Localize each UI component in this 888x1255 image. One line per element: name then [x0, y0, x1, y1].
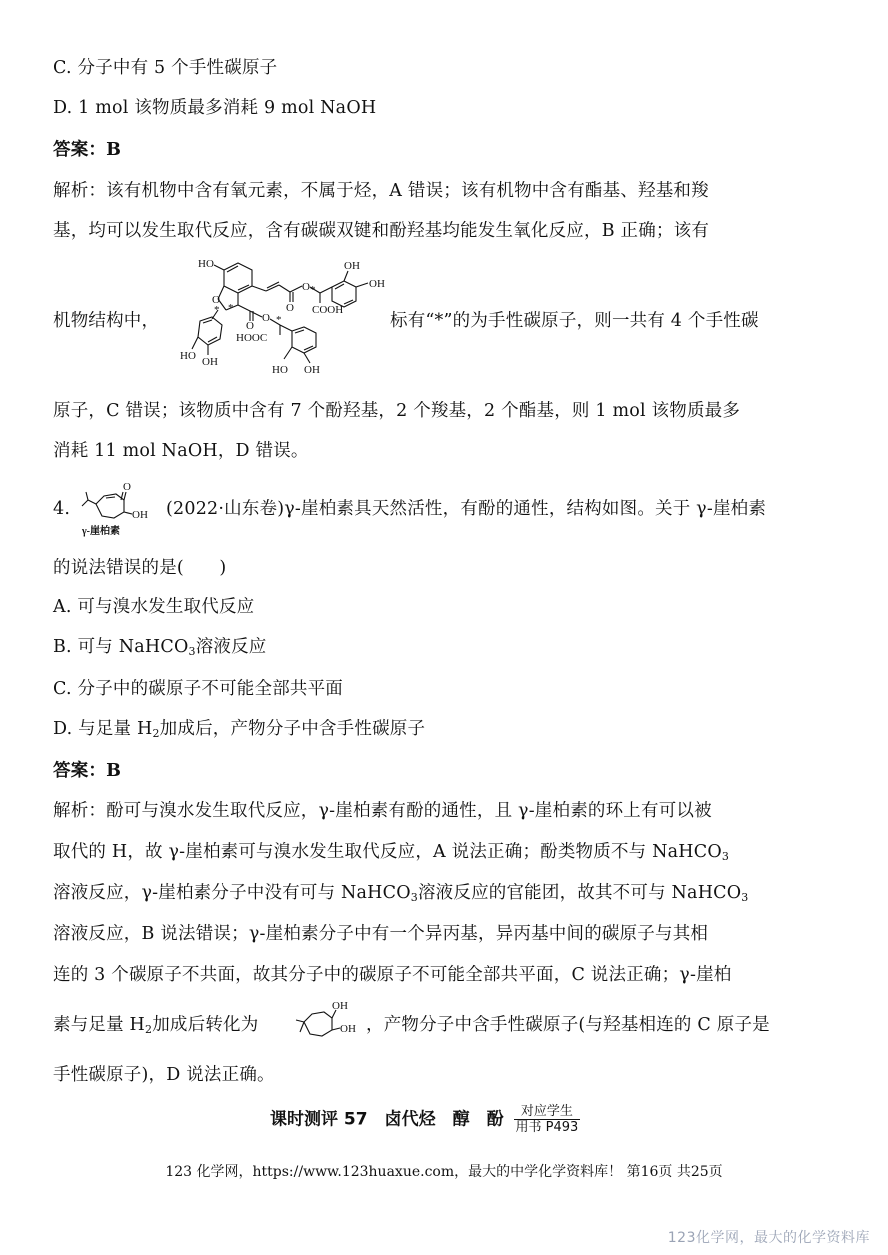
structure-label-oh-right: OH [304, 364, 320, 376]
q4-stem-line-2: 的说法错误的是( ) [53, 558, 227, 578]
watermark: 123化学网，最大的化学资料库 [667, 1230, 870, 1246]
q4-product-structure [290, 1000, 366, 1050]
q4-analysis-line-5: 连的 3 个碳原子不共面，故其分子中的碳原子不可能全部共平面，C 说法正确；γ-崖柏 [53, 965, 732, 985]
q4-mol-o: O [123, 481, 131, 493]
q3-option-c: C. 分子中有 5 个手性碳原子 [53, 58, 278, 78]
q4-option-a: A. 可与溴水发生取代反应 [53, 597, 255, 617]
section-ref [514, 1104, 581, 1135]
q4-number: 4. [53, 499, 71, 519]
section-heading [270, 1104, 580, 1135]
structure-label-ho-bottom: HO [180, 350, 196, 362]
q4-analysis-line-6a: 素与足量 $H_2$加成后转化为 [53, 1015, 259, 1036]
structure-label-hooc: HOOC [236, 332, 268, 344]
q4-product-oh-top: OH [332, 1000, 348, 1012]
q4-option-d: D. 与足量 $H_2$加成后，产物分子中含手性碳原子 [53, 719, 426, 740]
q4-product-oh-right: OH [340, 1023, 356, 1035]
q4-answer: 答案：B [53, 761, 122, 781]
structure-label-ho-top: HO [198, 258, 214, 270]
page-footer: 123 化学网，https://www.123huaxue.com，最大的中学化学资料库！ 第16页 共25页 [165, 1164, 723, 1180]
section-ref-top: 对应学生 [514, 1104, 581, 1120]
q4-mol-oh: OH [132, 509, 148, 521]
section-ref-bottom: 用书 P493 [515, 1120, 579, 1135]
structure-label-o-ester: O [302, 281, 310, 293]
structure-label-o-carbonyl-2: O [246, 320, 254, 332]
q4-analysis-line-4: 溶液反应，B 说法错误；γ-崖柏素分子中有一个异丙基，异丙基中间的碳原子与其相 [53, 924, 709, 944]
q3-analysis-line-5: 消耗 11 mol NaOH，D 错误。 [53, 441, 309, 461]
q3-analysis-line-1: 解析：该有机物中含有氧元素，不属于烃，A 错误；该有机物中含有酯基、羟基和羧 [53, 181, 709, 201]
q4-option-b: B. 可与 NaHCO$_3$溶液反应 [53, 637, 267, 658]
chiral-star-1: * [228, 302, 234, 314]
q4-analysis-line-1: 解析：酚可与溴水发生取代反应，γ-崖柏素有酚的通性，且 γ-崖柏素的环上有可以被 [53, 801, 712, 821]
chiral-star-4: * [276, 314, 282, 326]
q3-analysis-line-3a: 机物结构中， [53, 311, 160, 331]
structure-label-ho-right: HO [272, 364, 288, 376]
structure-label-o-ester-2: O [262, 312, 270, 324]
structure-label-o-furan: O [212, 294, 220, 306]
section-title: 课时测评 57 卤代烃 醇 酚 [270, 1109, 504, 1130]
structure-label-oh-1: OH [344, 260, 360, 272]
q3-answer: 答案：B [53, 140, 122, 160]
q4-analysis-line-7: 手性碳原子)，D 说法正确。 [53, 1065, 275, 1085]
q4-stem-line-1: (2022·山东卷)γ-崖柏素具天然活性，有酚的通性，结构如图。关于 γ-崖柏素 [166, 499, 767, 519]
q3-molecule-structure [176, 255, 391, 380]
q3-option-d: D. 1 mol 该物质最多消耗 9 mol NaOH [53, 98, 377, 118]
q4-analysis-line-2: 取代的 H，故 γ-崖柏素可与溴水发生取代反应，A 说法正确；酚类物质不与 NaHCO$_3$ [53, 842, 730, 863]
structure-label-cooh: COOH [312, 304, 344, 316]
q4-mol-caption: γ-崖柏素 [82, 526, 121, 537]
chiral-star-3: * [310, 284, 316, 296]
q3-analysis-line-2: 基，均可以发生取代反应，含有碳碳双键和酚羟基均能发生氧化反应，B 正确；该有 [53, 221, 710, 241]
q4-option-c: C. 分子中的碳原子不可能全部共平面 [53, 679, 343, 699]
q4-analysis-line-3: 溶液反应，γ-崖柏素分子中没有可与 NaHCO$_3$溶液反应的官能团，故其不可与 NaHCO$_3$ [53, 883, 749, 904]
structure-label-o-carbonyl: O [286, 302, 294, 314]
q3-analysis-line-4: 原子，C 错误；该物质中含有 7 个酚羟基，2 个羧基，2 个酯基，则 1 mol 该物质最多 [53, 401, 741, 421]
q4-analysis-line-6b: ，产物分子中含手性碳原子(与羟基相连的 C 原子是 [366, 1015, 770, 1035]
structure-label-oh-2: OH [369, 278, 385, 290]
chiral-star-2: * [214, 304, 220, 316]
q3-analysis-line-3b: 标有“*”的为手性碳原子，则一共有 4 个手性碳 [390, 311, 759, 331]
q4-hinokitiol-structure [68, 478, 164, 538]
structure-label-oh-bottom: OH [202, 356, 218, 368]
